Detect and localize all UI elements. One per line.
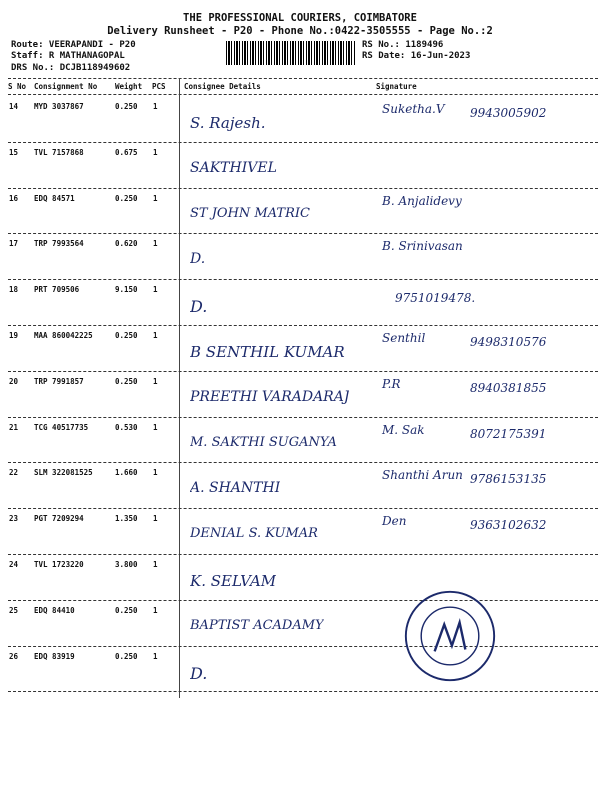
row-separator [8,417,598,418]
signature-handwriting: P.R [382,376,401,391]
row-consignment: MAA 860042225 [34,331,93,340]
signature-phone: 9943005902 [470,106,547,120]
row-pcs: 1 [153,239,158,249]
signature-handwriting: B. Anjalidevy [382,193,462,208]
row-consignment: PRT 709506 [34,285,80,295]
row-weight: 0.250 [115,605,138,615]
row-consignment: TRP 7991857 [34,376,84,386]
row-pcs: 1 [153,560,158,569]
row-consignment: TRP 7993564 [34,239,84,249]
consignee-handwriting: SAKTHIVEL [190,159,277,176]
row-separator [8,233,598,234]
row-pcs: 1 [153,468,158,478]
row-separator [8,142,598,143]
row-consignment: EDQ 84410 [34,605,75,615]
consignee-handwriting: D. [190,297,208,317]
row-consignment: PGT 7209294 [34,514,84,524]
row-separator [8,279,598,280]
row-sno: 23 [9,514,19,524]
signature-phone: 8940381855 [470,380,547,395]
header-rule-top [8,78,598,79]
row-separator [8,325,598,326]
header-rule-bottom [8,94,598,95]
consignee-handwriting: BAPTIST ACADAMY [190,617,324,633]
row-weight: 9.150 [115,285,138,295]
consignee-handwriting: D. [190,251,206,268]
signature-handwriting: Senthil [382,331,426,345]
row-sno: 14 [9,102,19,111]
consignee-handwriting: K. SELVAM [190,572,277,590]
row-separator [8,600,598,601]
consignee-handwriting: B SENTHIL KUMAR [190,343,345,361]
row-sno: 22 [9,468,19,478]
row-sno: 26 [9,651,19,661]
company-title: THE PROFESSIONAL COURIERS, COIMBATORE [183,12,417,24]
row-weight: 0.530 [115,422,138,432]
row-weight: 0.250 [115,331,138,340]
consignee-handwriting: M. SAKTHI SUGANYA [190,434,337,450]
row-separator [8,508,598,509]
row-consignment: TVL 1723220 [34,560,84,569]
row-weight: 0.250 [115,376,138,386]
row-separator [8,188,598,189]
signature-handwriting: Shanthi Arun [382,468,463,483]
row-pcs: 1 [153,514,158,524]
consignee-handwriting: D. [190,663,208,683]
row-sno: 19 [9,331,19,340]
row-sno: 15 [9,147,19,157]
runsheet-title: Delivery Runsheet - P20 - Phone No.:0422-3505555 - Page No.:2 [107,25,493,37]
consignee-divider [179,78,180,698]
row-separator [8,462,598,463]
drs-label: DRS No.: DCJB118949602 [11,63,131,73]
row-weight: 0.620 [115,239,138,249]
row-consignment: MYD 3037867 [34,102,84,111]
signature-phone: 9751019478. [395,291,476,306]
row-separator [8,554,598,555]
signature-handwriting: Suketha.V [382,102,445,116]
signature-phone: 9363102632 [470,518,547,533]
row-pcs: 1 [153,147,158,157]
row-consignment: TVL 7157868 [34,147,84,157]
row-sno: 20 [9,376,19,386]
row-weight: 0.675 [115,147,138,157]
school-stamp [402,588,498,684]
consignee-handwriting: S. Rajesh. [190,114,266,132]
row-pcs: 1 [153,376,158,386]
signature-handwriting: B. Srinivasan [382,239,463,254]
row-pcs: 1 [153,651,158,661]
row-separator [8,691,598,692]
row-separator [8,371,598,372]
rs-no-label: RS No.: 1189496 [362,40,444,50]
staff-label: Staff: R MATHANAGOPAL [11,51,125,61]
route-label: Route: VEERAPANDI - P20 [11,40,136,50]
row-consignment: TCG 40517735 [34,422,89,432]
row-pcs: 1 [153,102,158,111]
rs-date-label: RS Date: 16-Jun-2023 [362,51,471,61]
signature-phone: 9786153135 [470,472,547,487]
signature-handwriting: M. Sak [382,422,425,437]
col-consignee: Consignee Details [184,82,261,91]
row-pcs: 1 [153,193,158,203]
row-weight: 0.250 [115,193,138,203]
row-sno: 18 [9,285,19,295]
row-pcs: 1 [153,605,158,615]
row-weight: 1.660 [115,468,138,478]
row-sno: 24 [9,560,19,569]
signature-phone: 9498310576 [470,335,547,349]
row-sno: 21 [9,422,19,432]
row-weight: 0.250 [115,651,138,661]
row-consignment: EDQ 84571 [34,193,75,203]
row-pcs: 1 [153,285,158,295]
row-separator [8,646,598,647]
row-pcs: 1 [153,422,158,432]
signature-handwriting: Den [382,514,407,529]
row-consignment: EDQ 83919 [34,651,75,661]
col-sno: S No [8,82,27,91]
consignee-handwriting: ST JOHN MATRIC [190,205,310,221]
row-consignment: SLM 322081525 [34,468,93,478]
col-weight: Weight [115,82,143,91]
signature-phone: 8072175391 [470,426,547,441]
consignee-handwriting: A. SHANTHI [190,480,281,497]
row-sno: 17 [9,239,19,249]
row-pcs: 1 [153,331,158,340]
row-sno: 16 [9,193,19,203]
consignee-handwriting: PREETHI VARADARAJ [190,388,350,405]
col-pcs: PCS [152,82,166,91]
row-weight: 1.350 [115,514,138,524]
col-signature: Signature [376,82,417,91]
consignee-handwriting: DENIAL S. KUMAR [190,526,318,542]
col-consignment: Consignment No [34,82,98,91]
row-sno: 25 [9,605,19,615]
row-weight: 0.250 [115,102,138,111]
barcode [226,41,356,65]
row-weight: 3.800 [115,560,138,569]
